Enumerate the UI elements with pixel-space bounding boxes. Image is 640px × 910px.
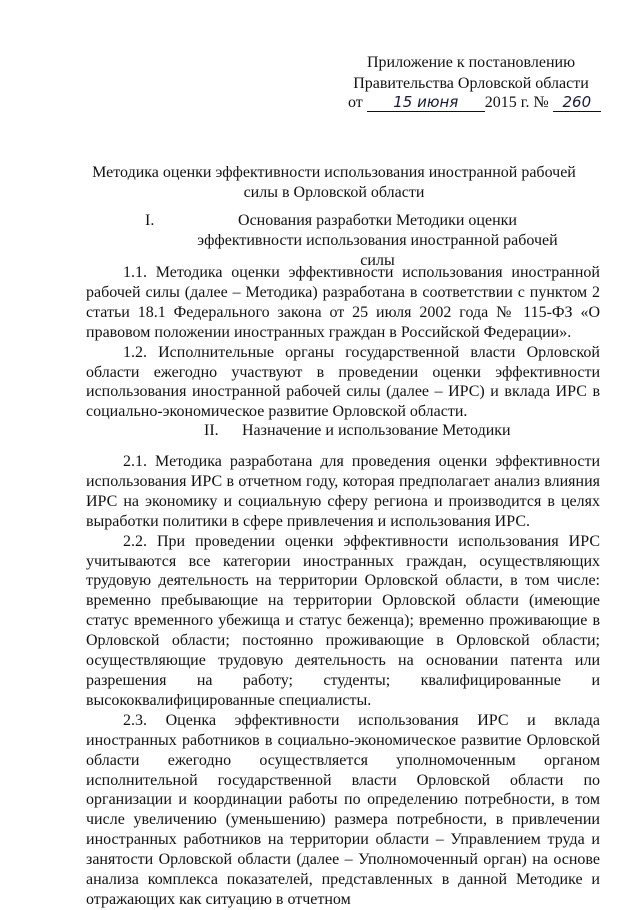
appendix-line-2: Правительства Орловской области [353,75,589,92]
handwritten-number: 260 [553,93,601,112]
section-1-numeral: I. [145,212,155,229]
paragraph-1-2: 1.2. Исполнительные органы государственной власти Орловской области ежегодно участвуют в проведении оценки эффективности использования иностранной рабочей силы (далее – ИРС) и вклада ИРС в социально-экономическое развитие Орловской области. [86,343,600,421]
paragraph-2-3: 2.3. Оценка эффективности использования ИРС и вклада иностранных работников в социально-экономическое развитие Орловской области ежегодно осуществляется уполномоченным органом исполнительной государственной власти Орловской области по организации и координации работы по определению потребности, в том числе увеличению (уменьшению) размера потребности, в привлечении иностранных работников на территории области – Управлением труда и занятости Орловской области (далее – Уполномоченный орган) на основе анализа комплекса показателей, представленных в данной Методике и отражающих как ситуацию в отчетном [86,711,600,908]
section-1-title: Основания разработки Методики оценки эффективности использования иностранной рабочей силы [197,212,558,269]
paragraph-2-1: 2.1. Методика разработана для проведения оценки эффективности использования ИРС в отчетном году, которая предполагает анализ влияния ИРС на экономику и социальную сферу региона и производится в целях выработки политики в сфере привлечения и использования ИРС. [86,453,600,530]
paragraph-2-2: 2.2. При проведении оценки эффективности использования ИРС учитываются все категории иностранных граждан, осуществляющих трудовую деятельность на территории Орловской области, в том числе: временно пребывающие на территории Орловской области (имеющие статус временного убежища и статус беженца); временно проживающие в Орловской области; постоянно проживающие в Орловской области; осуществляющие трудовую деятельность на основании патента или разрешения на работу; студенты; квалифицированные и высококвалифицированные специалисты. [86,532,600,709]
year-text: 2015 г. № [484,94,549,111]
section-1-body [86,263,600,422]
from-label: от [348,94,363,111]
paragraph-1-1: 1.1. Методика оценки эффективности использования иностранной рабочей силы (далее – Методика) разработана в соответствии с пунктом 2 статьи 18.1 Федерального закона от 25 июля 2002 года № 115-ФЗ «О правовом положении иностранных граждан в Российской Федерации». [86,264,600,341]
document-title: Методика оценки эффективности использования иностранной рабочей силы в Орловской области [92,164,576,201]
handwritten-date: 15 июня [367,93,485,112]
section-2-title: Назначение и использование Методики [242,422,511,439]
appendix-line-1: Приложение к постановлению [366,54,576,71]
section-2-numeral: II. [204,422,219,439]
appendix-header [336,52,606,94]
section-2-body [86,452,600,910]
appendix-date-line [348,92,601,113]
